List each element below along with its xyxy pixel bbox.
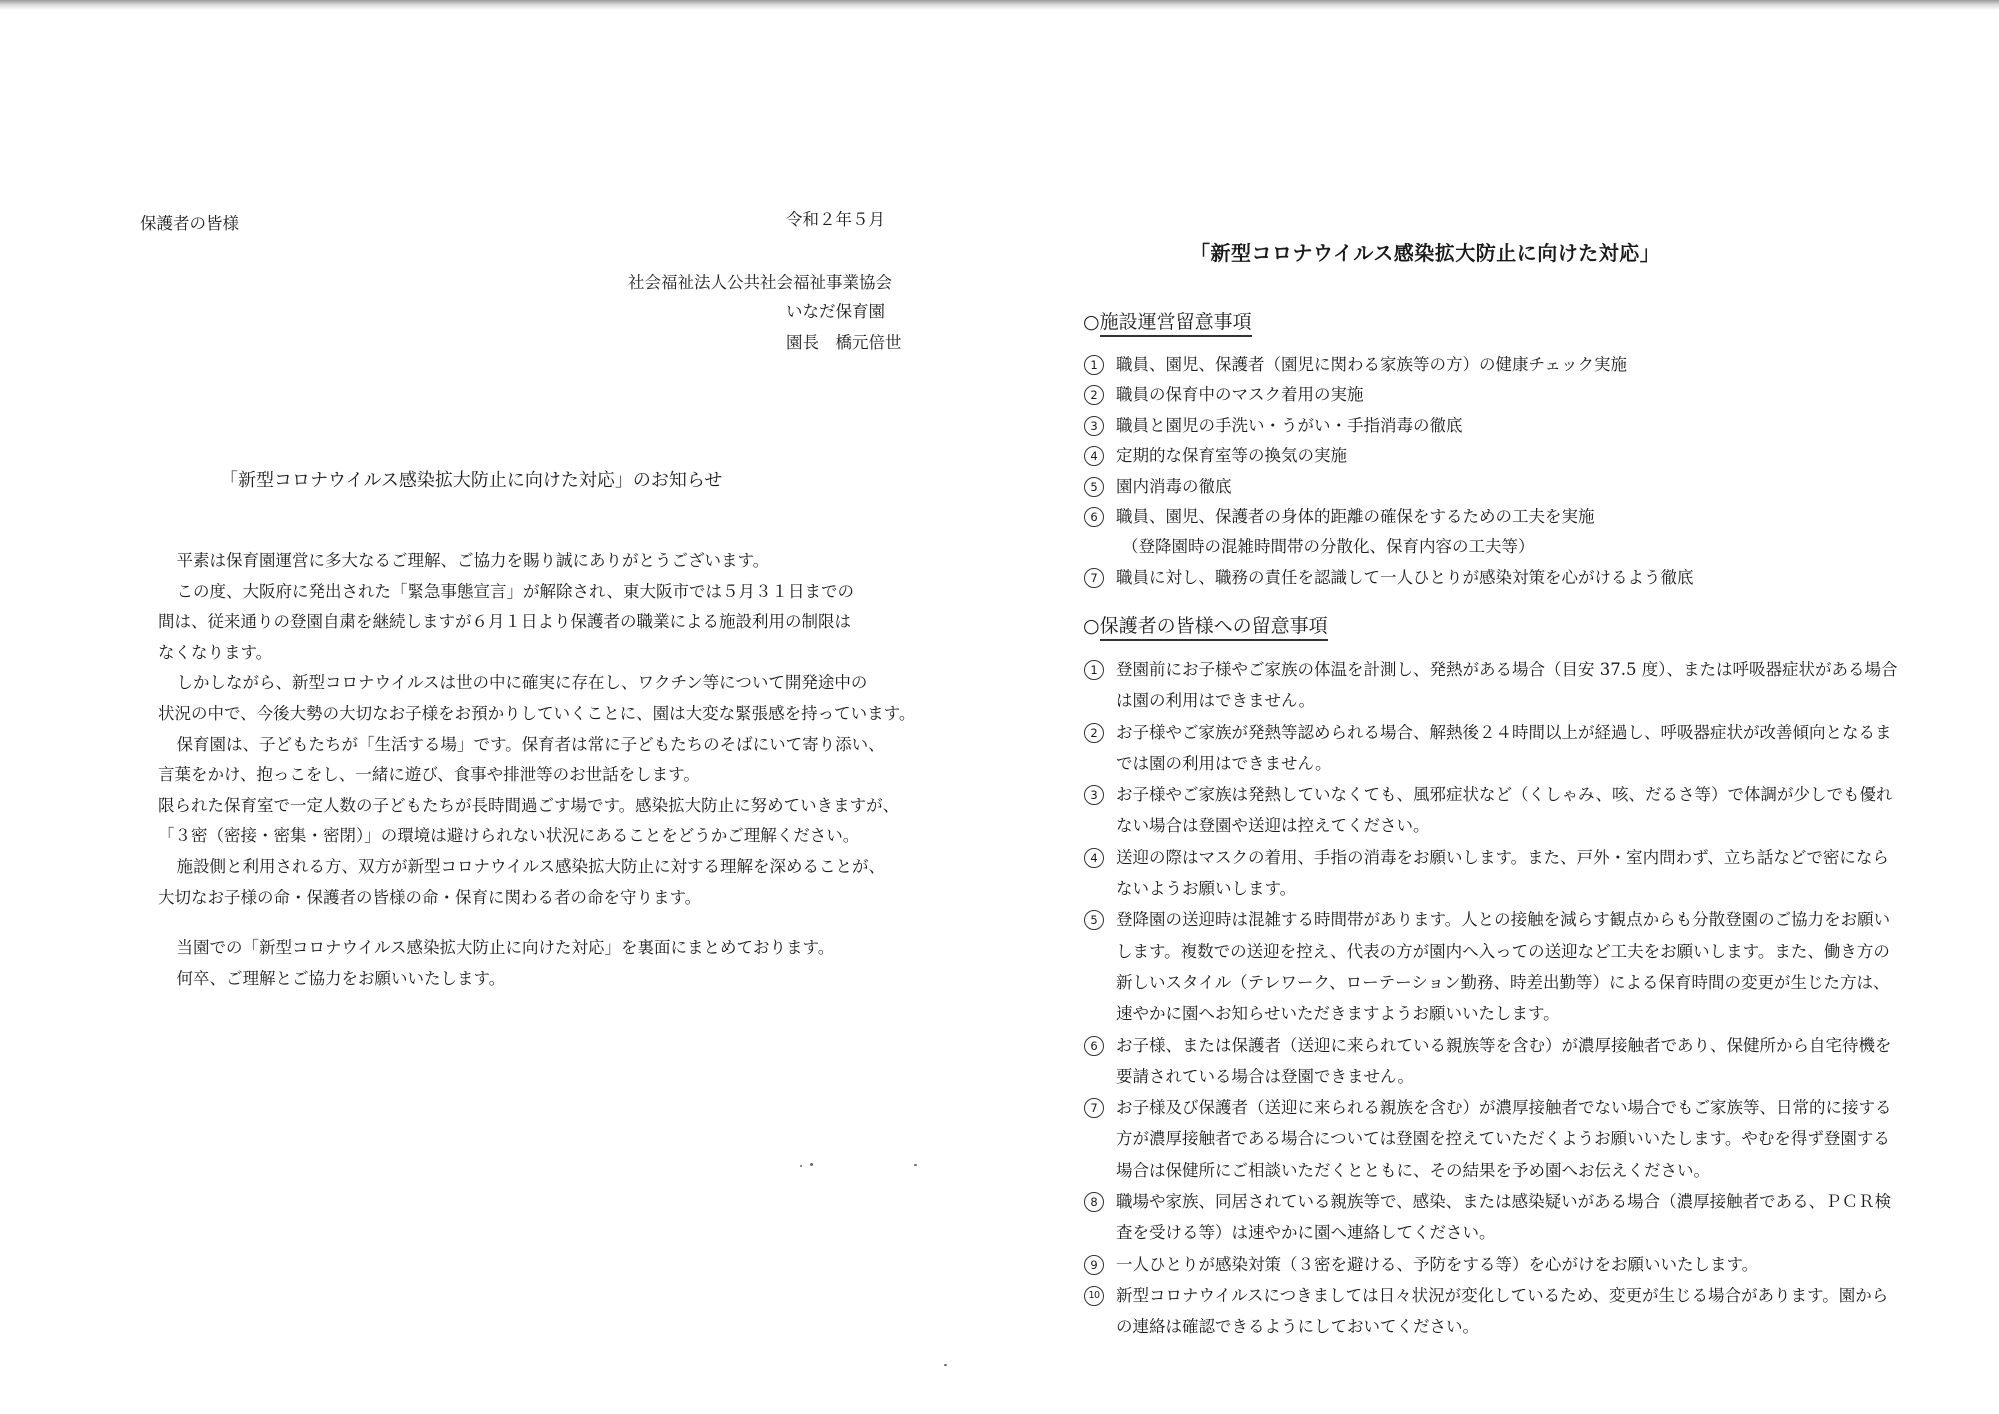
body-line: 大切なお子様の命・保護者の皆様の命・保育に関わる者の命を守ります。: [158, 887, 702, 907]
notice-body: [160, 546, 960, 913]
item-text-continued: 要請されている場合は登園できません。: [1116, 1066, 1414, 1086]
right-page-measures: [1000, 0, 1999, 1414]
circled-number: 6: [1084, 1036, 1104, 1056]
circled-number: 5: [1084, 910, 1104, 930]
item-text: 登降園の送迎時は混雑する時間帯があります。人との接触を減らす観点からも分散登園のご協力をお願い: [1116, 910, 1891, 930]
item-text-continued: 新しいスタイル（テレワーク、ローテーション勤務、時差出勤等）による保育時間の変更が生じた方は、: [1116, 972, 1890, 992]
body-line: 平素は保育園運営に多大なるご理解、ご協力を賜り誠にありがとうございます。: [160, 551, 770, 570]
closing-line: 何卒、ご理解とご協力をお願いいたします。: [160, 968, 506, 988]
section-heading-guardians: [1083, 614, 1328, 638]
list-item: [1084, 502, 1984, 563]
sender-organization: 社会福祉法人公共社会福祉事業協会: [628, 273, 892, 292]
scan-speck: [914, 1164, 917, 1166]
body-line: 「３密（密接・密集・密閉）」の環境は避けられない状況にあることをどうかご理解ください。: [158, 826, 860, 846]
item-text-continued: では園の利用はできません。: [1116, 753, 1332, 773]
scan-speck: [944, 1364, 947, 1366]
body-line: 保育園は、子どもたちが「生活する場」です。保育者は常に子どもたちのそばにいて寄り添い、: [160, 734, 885, 754]
item-text-continued: の連絡は確認できるようにしておいてください。: [1116, 1317, 1479, 1337]
item-text: 職員、園児、保護者（園児に関わる家族等の方）の健康チェック実施: [1116, 355, 1628, 374]
circled-number: 4: [1084, 848, 1104, 868]
body-line: 施設側と利用される方、双方が新型コロナウイルス感染拡大防止に対する理解を深めることが、: [160, 856, 886, 876]
recipient: 保護者の皆様: [140, 214, 239, 233]
item-text: お子様及び保護者（送迎に来られる親族を含む）が濃厚接触者でない場合でもご家族等、日常的に接する: [1116, 1098, 1892, 1118]
item-text: 送迎の際はマスクの着用、手指の消毒をお願いします。また、戸外・室内問わず、立ち話などで密になら: [1116, 847, 1889, 867]
list-item: [1084, 1092, 1984, 1186]
item-text: 職員、園児、保護者の身体的距離の確保をするための工夫を実施: [1116, 506, 1595, 526]
item-text: 職員の保育中のマスク着用の実施: [1116, 385, 1364, 405]
list-item: [1084, 842, 1984, 905]
item-text-continued: 方が濃厚接触者である場合については登園を控えていただくようお願いいたします。やむを得ず登園する: [1116, 1129, 1890, 1149]
item-text: お子様やご家族は発熱していなくても、風邪症状など（くしゃみ、咳、だるさ等）で体調が少しでも優れ: [1116, 785, 1893, 805]
body-line: 限られた保育室で一定人数の子どもたちが長時間過ごす場です。感染拡大防止に努めていきますが、: [158, 795, 900, 815]
section-heading-facility: [1083, 310, 1252, 334]
scan-speck: [810, 1163, 813, 1166]
item-text-continued: は園の利用はできません。: [1116, 691, 1315, 711]
list-item: [1084, 717, 1984, 780]
item-text: 一人ひとりが感染対策（３密を避ける、予防をする等）を心がけをお願いいたします。: [1116, 1254, 1759, 1274]
section-heading-text: 施設運営留意事項: [1100, 311, 1252, 337]
list-item: [1084, 779, 1984, 842]
circled-number: 8: [1084, 1192, 1104, 1212]
circled-number: 7: [1084, 1098, 1104, 1118]
body-line: 言葉をかけ、抱っこをし、一緒に遊び、食事や排泄等のお世話をします。: [158, 765, 700, 785]
notice-title: 「新型コロナウイルス感染拡大防止に向けた対応」のお知らせ: [220, 470, 723, 491]
body-line: しかしながら、新型コロナウイルスは世の中に確実に存在し、ワクチン等について開発途中の: [160, 673, 868, 693]
body-line: 間は、従来通りの登園自粛を継続しますが６月１日より保護者の職業による施設利用の制限は: [158, 612, 851, 632]
list-item: [1084, 904, 1984, 1029]
circled-number: 3: [1084, 785, 1104, 805]
closing-line: 当園での「新型コロナウイルス感染拡大防止に向けた対応」を裏面にまとめております。: [160, 938, 835, 957]
list-item: [1084, 472, 1984, 502]
facility-measures-list: [1084, 350, 1984, 593]
scan-speck: [800, 1165, 802, 1167]
circled-number: 7: [1084, 568, 1104, 588]
guardian-measures-list: [1084, 654, 1984, 1343]
item-text: 園内消毒の徹底: [1116, 476, 1232, 496]
item-text-continued: 速やかに園へお知らせいただきますようお願いいたします。: [1116, 1004, 1560, 1024]
item-text: 登園前にお子様やご家族の体温を計測し、発熱がある場合（目安 37.5 度）、または呼吸器症状がある場合: [1116, 660, 1898, 679]
body-line: なくなります。: [158, 642, 273, 662]
list-item: [1084, 1249, 1984, 1280]
circled-number: 2: [1084, 385, 1104, 405]
sender-facility: いなだ保育園: [786, 302, 885, 321]
circled-number: 2: [1084, 723, 1104, 743]
item-text: お子様、または保護者（送迎に来られている親族等を含む）が濃厚接触者であり、保健所から自宅待機を: [1116, 1035, 1892, 1055]
item-text-continued: 場合は保健所にご相談いただくとともに、その結果を予め園へお伝えください。: [1116, 1160, 1710, 1180]
circled-number: 1: [1084, 660, 1104, 680]
notice-closing: [160, 933, 960, 994]
list-item: [1084, 350, 1984, 380]
item-text-continued: 査を受ける等）は速やかに園へ連絡してください。: [1116, 1223, 1496, 1243]
list-item: [1084, 380, 1984, 410]
circled-number: 3: [1084, 416, 1104, 436]
list-item: [1084, 441, 1984, 471]
item-text-continued: ないようお願いします。: [1116, 879, 1297, 899]
circled-number: 1: [1084, 355, 1104, 375]
item-text: 職員と園児の手洗い・うがい・手指消毒の徹底: [1116, 415, 1463, 435]
circled-number: 5: [1084, 477, 1104, 497]
circled-number: 6: [1084, 507, 1104, 527]
sender-director: 園長 橋元倍世: [786, 333, 902, 352]
list-item: [1084, 654, 1984, 717]
circle-mark: ○: [1083, 615, 1100, 637]
item-text: お子様やご家族が発熱等認められる場合、解熱後２４時間以上が経過し、呼吸器症状が改善傾向となるま: [1116, 722, 1892, 742]
item-text-continued: します。複数での送迎を控え、代表の方が園内へ入っての送迎など工夫をお願いします。また、働き方の: [1116, 941, 1890, 961]
list-item: [1084, 1030, 1984, 1093]
body-line: 状況の中で、今後大勢の大切なお子様をお預かりしていくことに、園は大変な緊張感を持っています。: [158, 703, 916, 723]
list-item: [1084, 563, 1984, 593]
item-text-continued: （登降園時の混雑時間帯の分散化、保育内容の工夫等）: [1122, 537, 1535, 557]
list-item: [1084, 411, 1984, 441]
list-item: [1084, 1280, 1984, 1343]
issue-date: 令和２年５月: [786, 210, 885, 229]
list-item: [1084, 1186, 1984, 1249]
section-heading-text: 保護者の皆様への留意事項: [1100, 615, 1328, 641]
circled-number: 10: [1084, 1286, 1104, 1306]
circled-number: 4: [1084, 446, 1104, 466]
measures-title: 「新型コロナウイルス感染拡大防止に向けた対応」: [1190, 241, 1661, 265]
item-text: 新型コロナウイルスにつきましては日々状況が変化しているため、変更が生じる場合があります。園から: [1116, 1285, 1889, 1305]
item-text: 定期的な保育室等の換気の実施: [1116, 446, 1347, 466]
item-text: 職場や家族、同居されている親族等で、感染、または感染疑いがある場合（濃厚接触者である、ＰＣＲ検: [1116, 1192, 1892, 1212]
circle-mark: ○: [1083, 311, 1100, 333]
circled-number: 9: [1084, 1255, 1104, 1275]
item-text-continued: ない場合は登園や送迎は控えてください。: [1116, 816, 1430, 836]
item-text: 職員に対し、職務の責任を認識して一人ひとりが感染対策を心がけるよう徹底: [1116, 567, 1694, 587]
body-line: この度、大阪府に発出された「緊急事態宣言」が解除され、東大阪市では５月３１日までの: [160, 581, 854, 601]
